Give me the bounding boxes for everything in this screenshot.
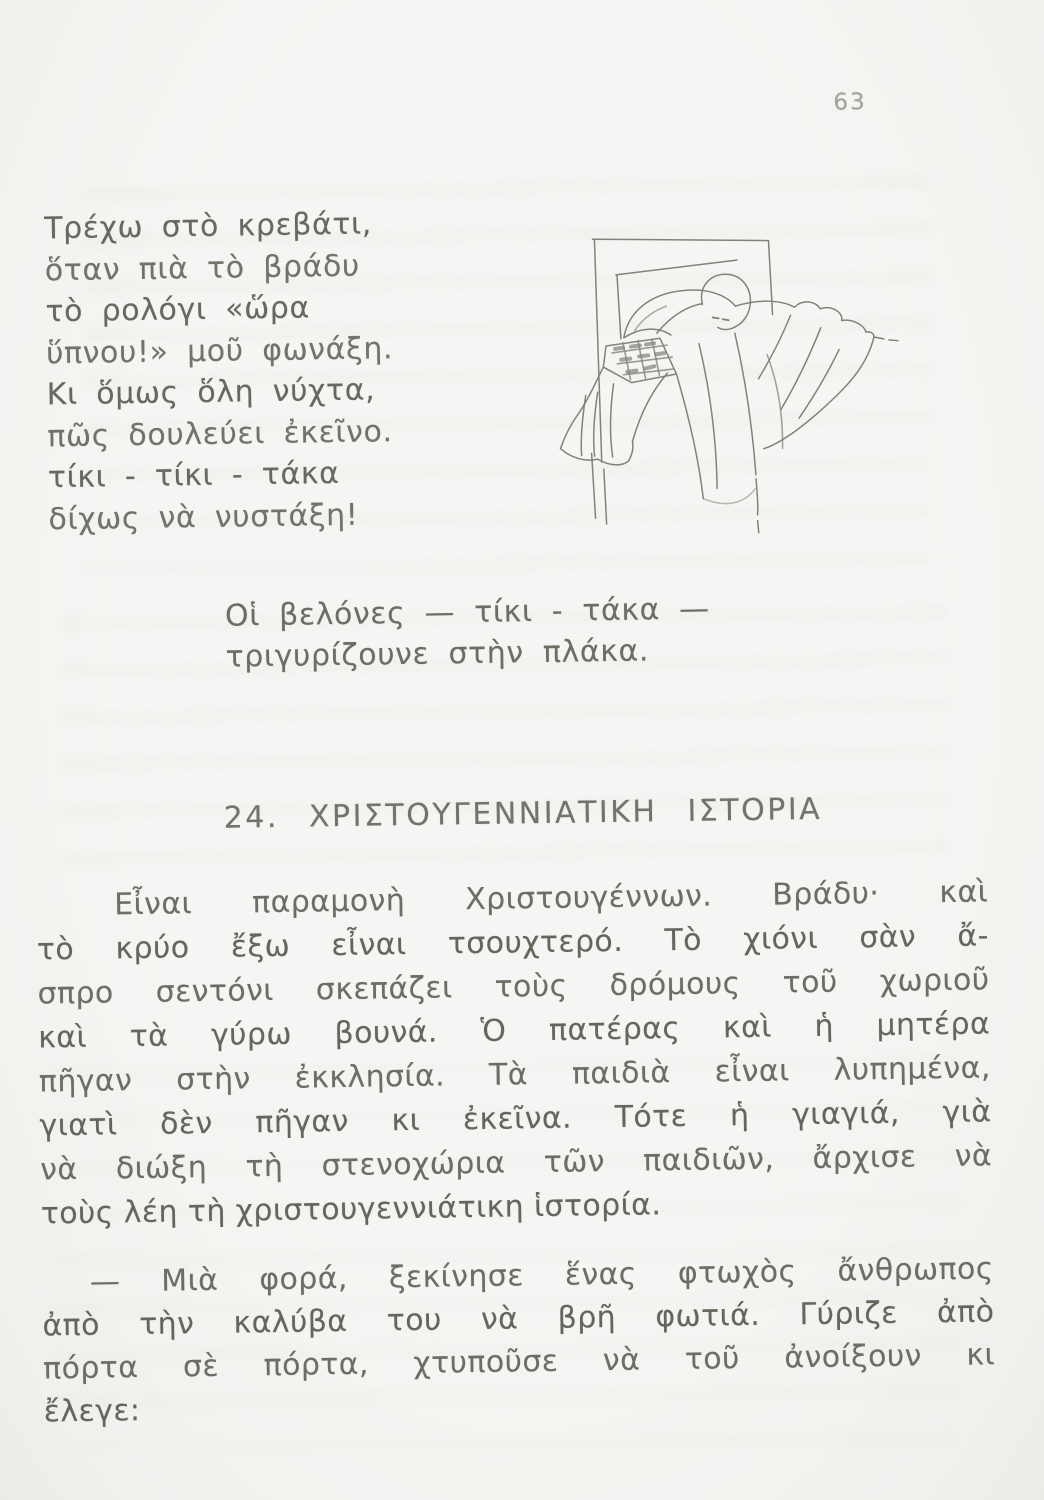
page-number: 63	[833, 89, 867, 116]
blanket	[675, 299, 900, 534]
poem-line: Τρέχω στὸ κρεβάτι,	[43, 206, 373, 247]
text-line: ἀπὸ τὴν καλύβα του νὰ βρῆ φωτιά. Γύριζε ἀπὸ	[42, 1294, 995, 1344]
bed-sheet-drape	[559, 366, 668, 466]
text-line: καὶ τὰ γύρω βουνά. Ὁ πατέρας καὶ ἡ μητέρα	[37, 1006, 991, 1056]
bed-headboard	[588, 237, 775, 525]
sleeping-child-head	[701, 274, 751, 330]
poem-line: Κι ὅμως ὅλη νύχτα,	[46, 372, 376, 413]
couplet-line: τριγυρίζουνε στὴν πλάκα.	[225, 633, 650, 675]
paragraph-2	[42, 1247, 996, 1433]
couplet	[225, 589, 711, 678]
poem	[44, 203, 396, 540]
paragraph-1	[36, 870, 993, 1236]
text-line: τοὺς λέη τὴ χριστουγεννιάτικη ἱστορία.	[40, 1187, 662, 1232]
text-line: πόρτα σὲ πόρτα, χτυποῦσε νὰ τοῦ ἀνοίξουν κι	[42, 1337, 996, 1387]
poem-line: ὕπνου!» μοῦ φωνάξη.	[45, 330, 394, 371]
section-heading: 24. ΧΡΙΣΤΟΥΓΕΝΝΙΑΤΙΚΗ ΙΣΤΟΡΙΑ	[223, 791, 823, 836]
couplet-line: Οἱ βελόνες — τίκι - τάκα —	[224, 591, 710, 634]
text-line: — Μιὰ φορά, ξεκίνησε ἕνας φτωχὸς ἄνθρωπος	[89, 1251, 995, 1300]
text-line: νὰ διώξη τὴ στενοχώρια τῶν παιδιῶν, ἄρχισε νὰ	[39, 1138, 993, 1188]
pillow	[623, 289, 736, 337]
text-line: πῆγαν στὴν ἐκκλησία. Τὰ παιδιὰ εἶναι λυπημένα,	[38, 1050, 992, 1100]
text-line: τὸ κρύο ἔξω εἶναι τσουχτερό. Τὸ χιόνι σὰν ἄ-	[36, 918, 990, 968]
poem-line: πῶς δουλεύει ἐκεῖνο.	[47, 413, 393, 454]
poem-line: ὅταν πιὰ τὸ βράδυ	[44, 248, 361, 288]
text-line: ἔλεγε:	[43, 1393, 141, 1430]
text-line: Εἶναι παραμονὴ Χριστουγέννων. Βράδυ· καὶ	[113, 874, 989, 923]
text-line: γιατὶ δὲν πῆγαν κι ἐκεῖνα. Τότε ἡ γιαγιά, γιὰ	[39, 1094, 992, 1144]
poem-line: δίχως νὰ νυστάξη!	[48, 497, 359, 537]
poem-line: τίκι - τίκι - τάκα	[47, 455, 340, 496]
text-line: σπρο σεντόνι σκεπάζει τοὺς δρόμους τοῦ χωριοῦ	[37, 962, 990, 1012]
illustration-sleeping-child	[537, 210, 962, 546]
poem-line: τὸ ρολόγι «ὥρα	[45, 290, 311, 330]
sleeping-child-drawing	[537, 210, 962, 546]
